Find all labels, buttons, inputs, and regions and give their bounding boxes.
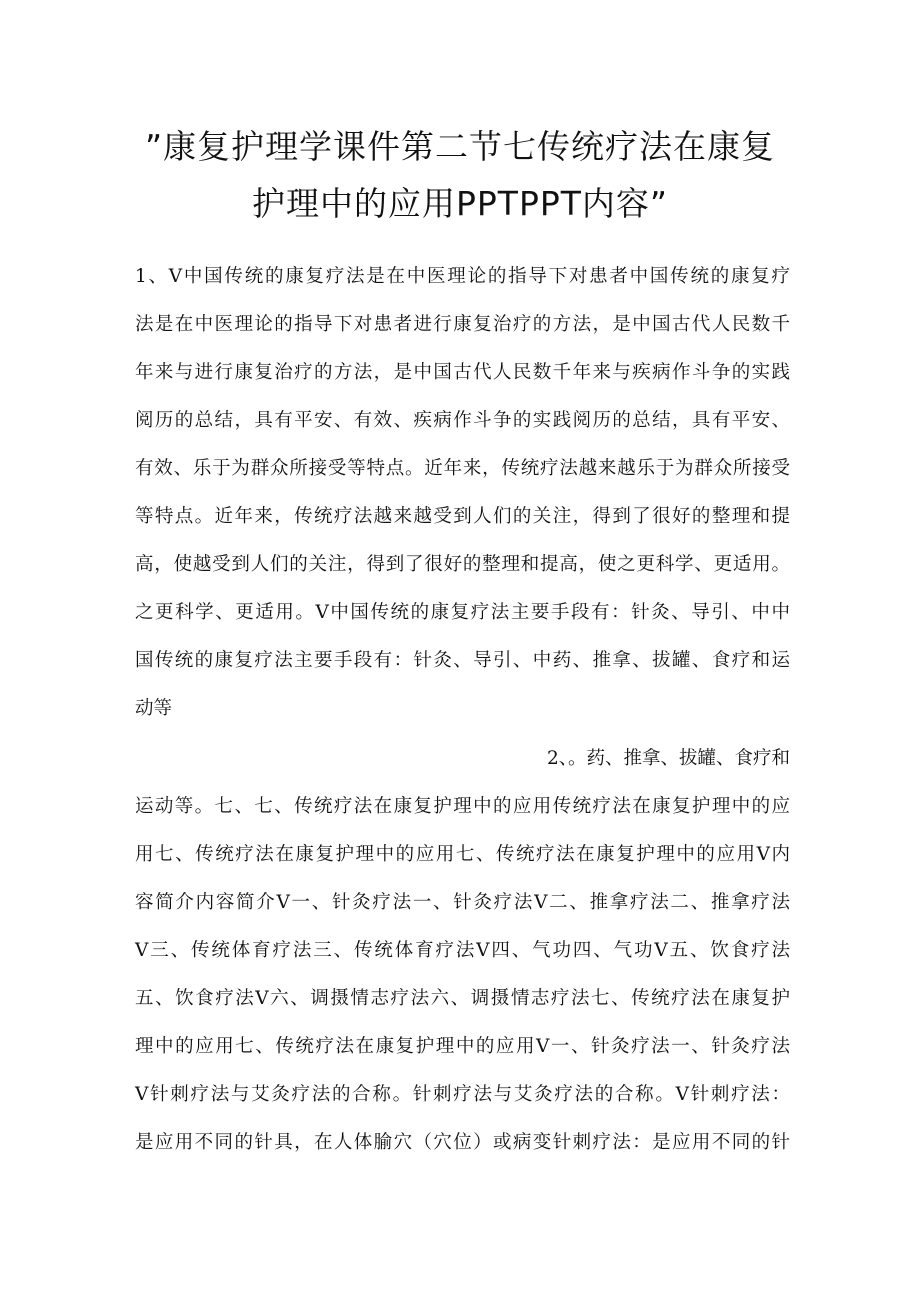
paragraph-1-line: 动等 [135,698,173,719]
paragraph-1-line: 法是在中医理论的指导下对患者进行康复治疗的方法，是中国古代人民数千 [135,314,790,335]
paragraph-2-line: V三、传统体育疗法三、传统体育疗法V四、气功四、气功V五、饮食疗法 [135,940,790,961]
paragraph-2-line: 运动等。七、七、传统疗法在康复护理中的应用传统疗法在康复护理中的应 [135,796,790,817]
paragraph-1-line: 国传统的康复疗法主要手段有：针灸、导引、中药、推拿、拔罐、食疗和运 [135,650,790,671]
document-title-line-2: 护理中的应用PPTPPT内容” [251,184,668,223]
paragraph-2-line: 理中的应用七、传统疗法在康复护理中的应用V一、针灸疗法一、针灸疗法 [135,1036,790,1057]
paragraph-2-line: 是应用不同的针具，在人体腧穴（穴位）或病变针刺疗法：是应用不同的针 [135,1132,790,1153]
paragraph-1-line: 年来与进行康复治疗的方法，是中国古代人民数千年来与疾病作斗争的实践 [135,362,790,383]
paragraph-1-line: 阅历的总结，具有平安、有效、疾病作斗争的实践阅历的总结，具有平安、 [135,410,790,431]
paragraph-2-line: 容简介内容简介V一、针灸疗法一、针灸疗法V二、推拿疗法二、推拿疗法 [135,892,790,913]
paragraph-1-line: 1、V中国传统的康复疗法是在中医理论的指导下对患者中国传统的康复疗 [135,266,790,287]
paragraph-1-line: 之更科学、更适用。V中国传统的康复疗法主要手段有：针灸、导引、中中 [135,602,790,623]
paragraph-1-line: 有效、乐于为群众所接受等特点。近年来，传统疗法越来越乐于为群众所接受 [135,458,790,479]
paragraph-2-line: 用七、传统疗法在康复护理中的应用七、传统疗法在康复护理中的应用V内 [135,844,790,865]
paragraph-1-line: 等特点。近年来，传统疗法越来越受到人们的关注，得到了很好的整理和提 [135,506,790,527]
paragraph-1-line: 高，使越受到人们的关注，得到了很好的整理和提高，使之更科学、更适用。 [135,554,790,575]
paragraph-2-line: V针刺疗法与艾灸疗法的合称。针刺疗法与艾灸疗法的合称。V针刺疗法： [135,1084,790,1105]
paragraph-2-line: 五、饮食疗法V六、调摄情志疗法六、调摄情志疗法七、传统疗法在康复护 [135,988,790,1009]
paragraph-2-line: 2、。药、推拿、拔罐、食疗和 [546,748,790,769]
document-title-line-1: ”康复护理学课件第二节七传统疗法在康复 [144,127,776,166]
